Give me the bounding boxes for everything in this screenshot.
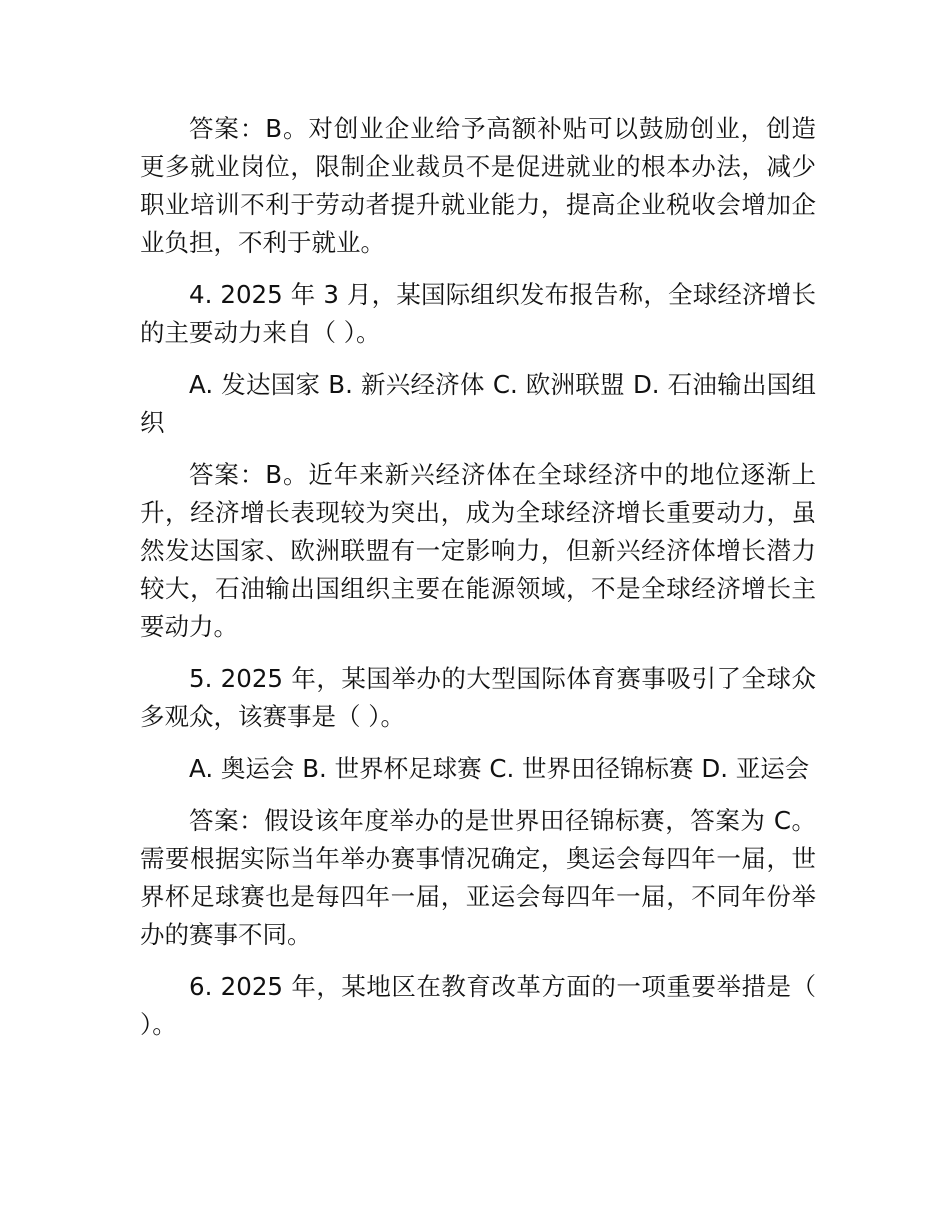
answer-paragraph-q5: 答案：假设该年度举办的是世界田径锦标赛，答案为 C。需要根据实际当年举办赛事情况确定，奥运会每四年一届，世界杯足球赛也是每四年一届，亚运会每四年一届，不同年份举办的赛事不同。 [140,806,816,949]
document-page [140,110,816,1058]
options-question-5: A. 奥运会 B. 世界杯足球赛 C. 世界田径锦标赛 D. 亚运会 [189,754,810,783]
answer-paragraph-q4: 答案：B。近年来新兴经济体在全球经济中的地位逐渐上升，经济增长表现较为突出，成为全球经济增长重要动力，虽然发达国家、欧洲联盟有一定影响力，但新兴经济体增长潜力较大，石油输出国组织主要在能源领域，不是全球经济增长主要动力。 [140,460,816,641]
question-4: 4. 2025 年 3 月，某国际组织发布报告称，全球经济增长的主要动力来自（ ）。 [140,280,816,347]
answer-paragraph-q3: 答案：B。对创业企业给予高额补贴可以鼓励创业，创造更多就业岗位，限制企业裁员不是促进就业的根本办法，减少职业培训不利于劳动者提升就业能力，提高企业税收会增加企业负担，不利于就业。 [140,114,816,257]
question-5: 5. 2025 年，某国举办的大型国际体育赛事吸引了全球众多观众，该赛事是（ ）。 [140,664,816,731]
question-6: 6. 2025 年，某地区在教育改革方面的一项重要举措是（ ）。 [140,972,816,1039]
options-question-4: A. 发达国家 B. 新兴经济体 C. 欧洲联盟 D. 石油输出国组织 [140,370,816,437]
